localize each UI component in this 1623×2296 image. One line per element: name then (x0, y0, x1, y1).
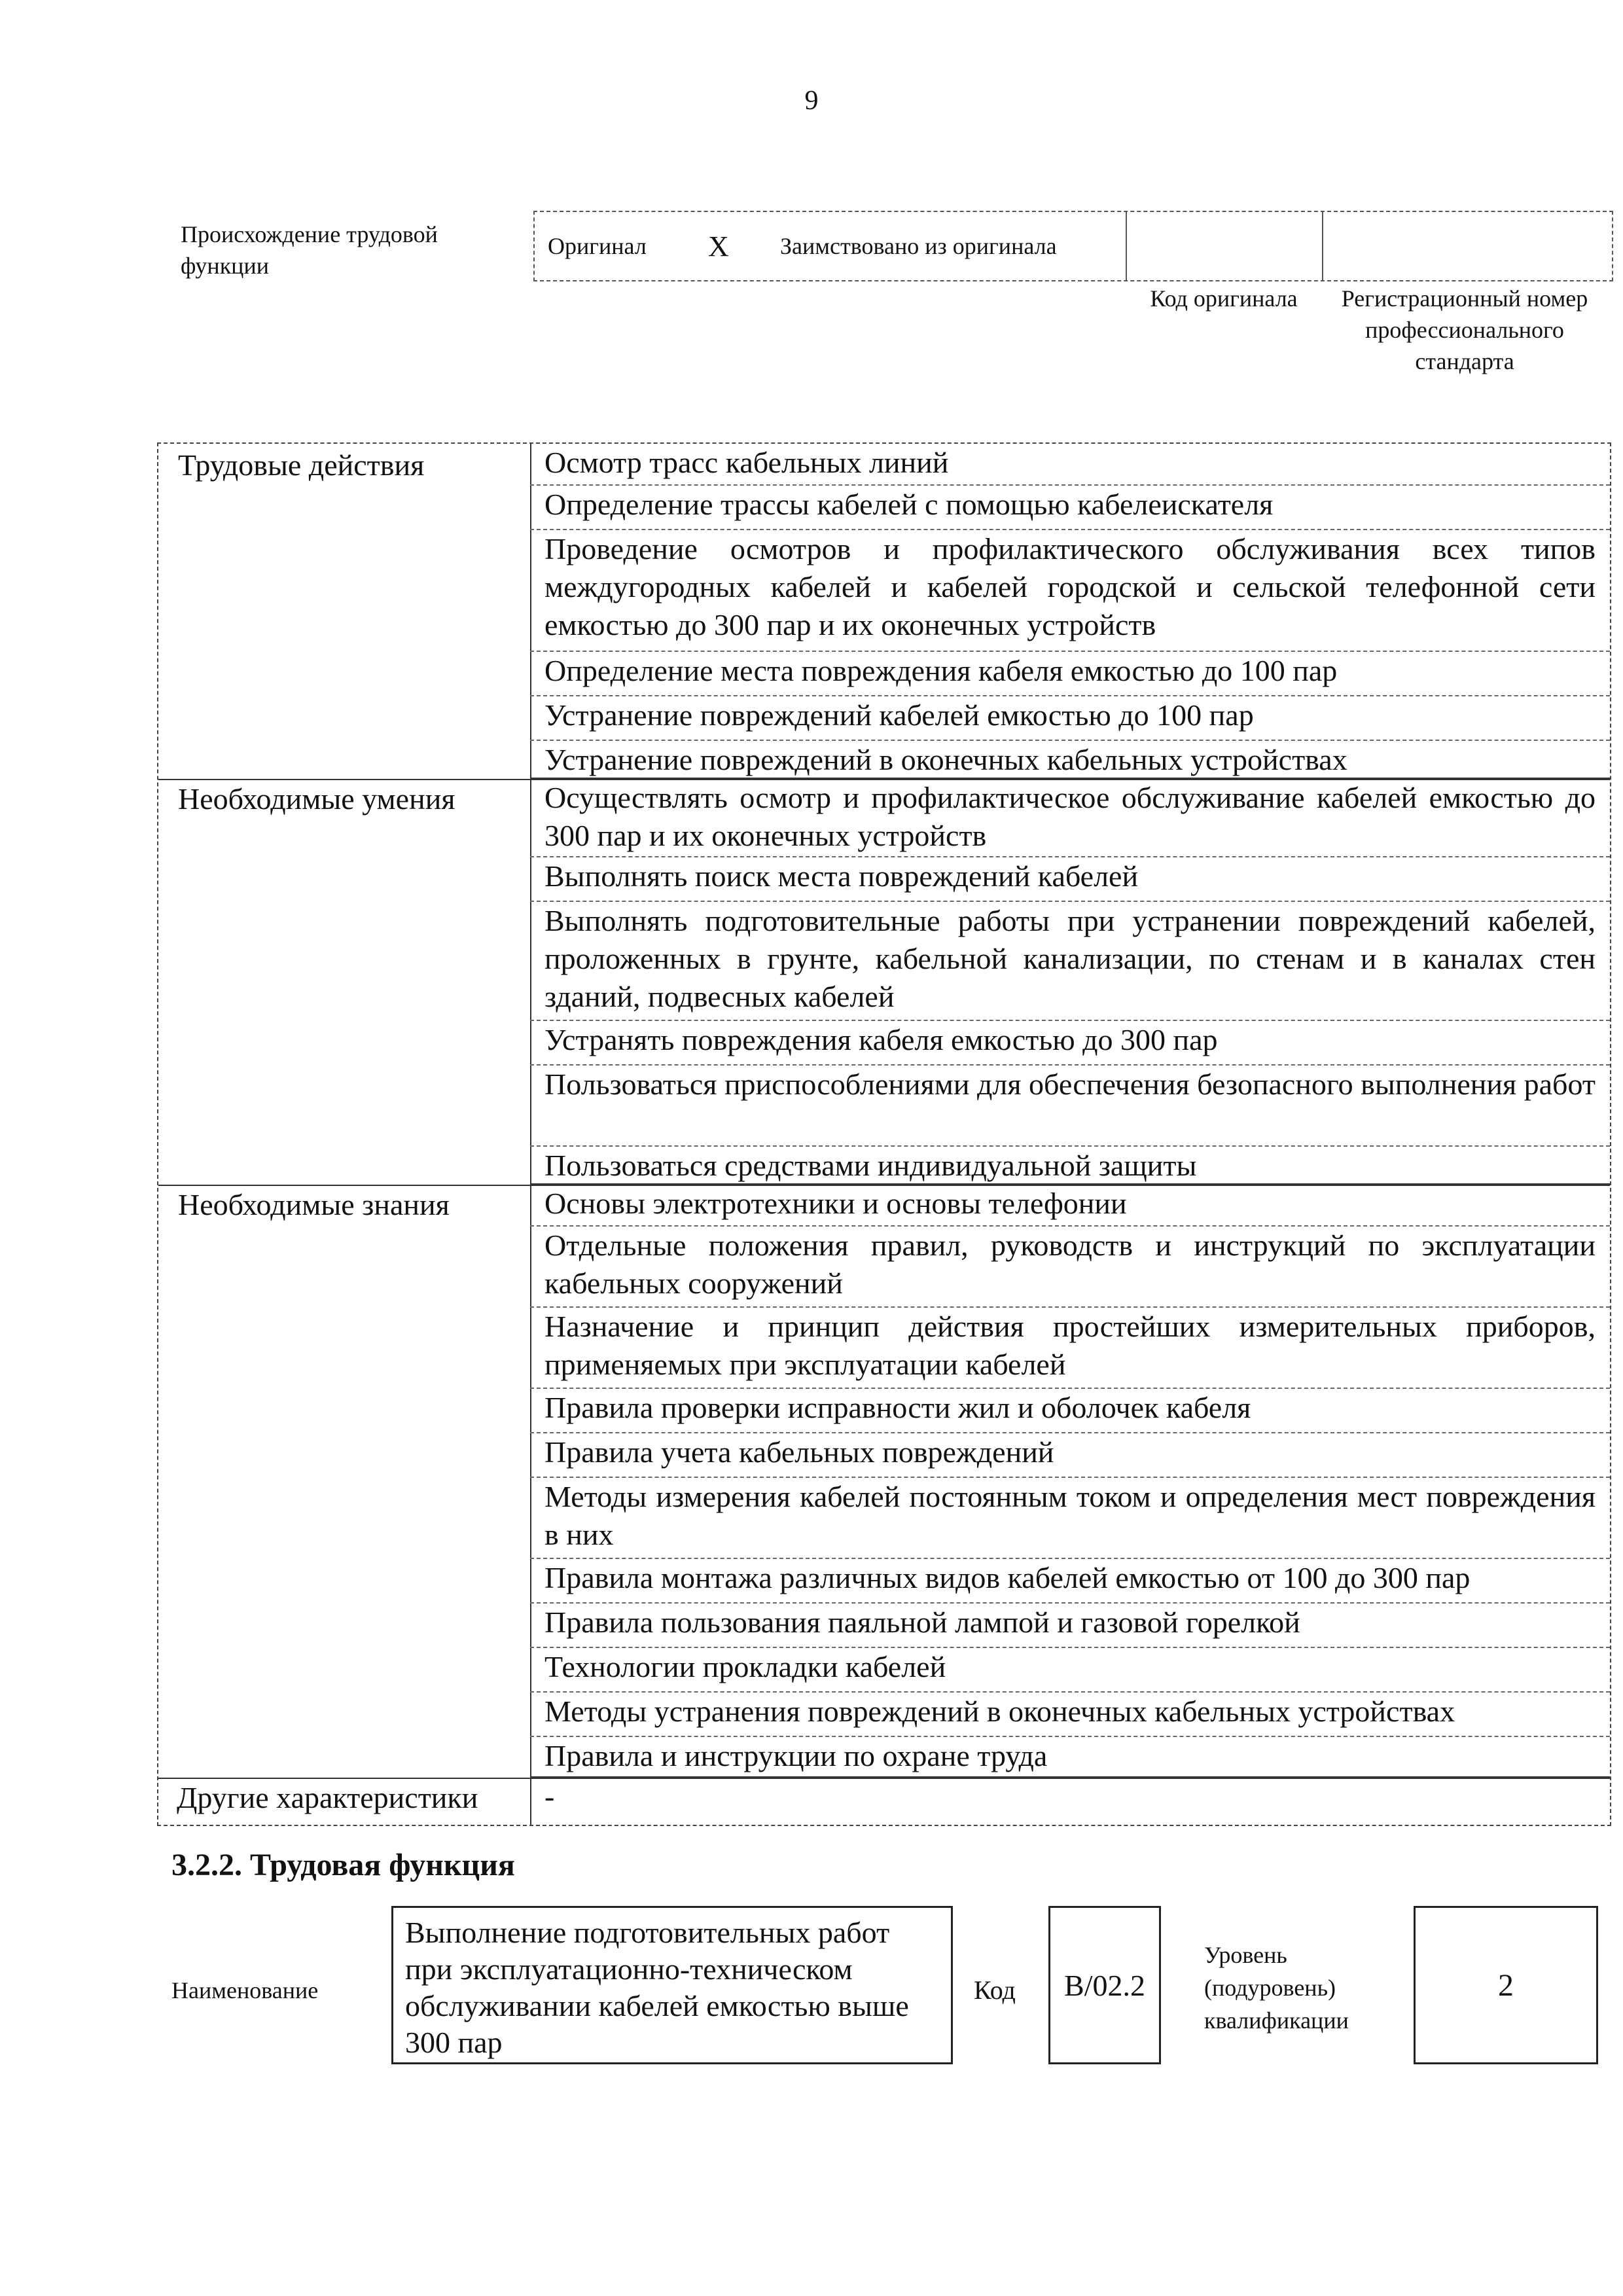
code-value: B/02.2 (1048, 1906, 1161, 2064)
origin-row (533, 211, 1613, 281)
knowledge-item: Технологии прокладки кабелей (530, 1648, 1610, 1693)
origin-mark: X (708, 230, 729, 262)
reg-caption: Регистрационный номер профессионального стандарта (1341, 285, 1588, 374)
other-value: - (544, 1780, 555, 1813)
skills-item: Осуществлять осмотр и профилактическое обслуживание кабелей емкостью до 300 пар и их оконечных устройств (530, 779, 1610, 857)
other-label: Другие характеристики (177, 1781, 478, 1814)
origin-divider (1126, 212, 1127, 280)
knowledge-item: Методы измерения кабелей постоянным током и определения мест повреждения в них (530, 1478, 1610, 1559)
actions-item: Осмотр трасс кабельных линий (530, 444, 1610, 486)
skills-item: Устранять повреждения кабеля емкостью до 300 пар (530, 1021, 1610, 1066)
origin-divider (1322, 212, 1323, 280)
name-label: Наименование (171, 1977, 319, 2003)
skills-label: Необходимые умения (178, 782, 455, 816)
knowledge-item: Основы электротехники и основы телефонии (530, 1185, 1610, 1227)
section-heading: 3.2.2. Трудовая функция (171, 1848, 515, 1882)
actions-item: Определение места повреждения кабеля емкостью до 100 пар (530, 652, 1610, 696)
actions-item: Определение трассы кабелей с помощью кабелеискателя (530, 486, 1610, 530)
origin-borrowed: Заимствовано из оригинала (780, 233, 1057, 259)
name-value: Выполнение подготовительных работ при эксплуатационно-техническом обслуживании кабелей емкостью выше 300 пар (391, 1906, 953, 2064)
actions-item: Устранение повреждений в оконечных кабельных устройствах (530, 741, 1610, 779)
skills-item: Выполнять поиск места повреждений кабелей (530, 857, 1610, 902)
knowledge-label: Необходимые знания (178, 1188, 450, 1221)
code-caption: Код оригинала (1150, 285, 1298, 312)
origin-label: Происхождение трудовой функции (181, 221, 438, 279)
knowledge-item: Отдельные положения правил, руководств и инструкций по эксплуатации кабельных сооружений (530, 1227, 1610, 1308)
skills-item: Пользоваться средствами индивидуальной защиты (530, 1147, 1610, 1185)
code-label: Код (974, 1975, 1016, 2005)
knowledge-item: Правила и инструкции по охране труда (530, 1737, 1610, 1778)
knowledge-item: Назначение и принцип действия простейших измерительных приборов, применяемых при эксплуатации кабелей (530, 1308, 1610, 1389)
knowledge-item: Методы устранения повреждений в оконечных кабельных устройствах (530, 1693, 1610, 1737)
knowledge-item: Правила учета кабельных повреждений (530, 1433, 1610, 1478)
main-table (157, 442, 1611, 1826)
actions-item: Устранение повреждений кабелей емкостью до 100 пар (530, 696, 1610, 741)
actions-item: Проведение осмотров и профилактического обслуживания всех типов междугородных кабелей и кабелей городской и сельской телефонной сети емкостью до 300 пар и их оконечных устройств (530, 530, 1610, 652)
page-number: 9 (804, 86, 819, 116)
origin-original: Оригинал (548, 233, 647, 259)
actions-label: Трудовые действия (178, 448, 425, 482)
knowledge-item: Правила монтажа различных видов кабелей емкостью от 100 до 300 пар (530, 1559, 1610, 1604)
level-label: Уровень (подуровень) квалификации (1204, 1942, 1349, 2034)
skills-item: Пользоваться приспособлениями для обеспечения безопасного выполнения работ (530, 1066, 1610, 1147)
skills-item: Выполнять подготовительные работы при устранении повреждений кабелей, проложенных в грунте, кабельной канализации, по стенам и в каналах стен зданий, подвесных кабелей (530, 902, 1610, 1021)
knowledge-item: Правила пользования паяльной лампой и газовой горелкой (530, 1604, 1610, 1648)
knowledge-item: Правила проверки исправности жил и оболочек кабеля (530, 1389, 1610, 1433)
level-value: 2 (1414, 1906, 1598, 2064)
